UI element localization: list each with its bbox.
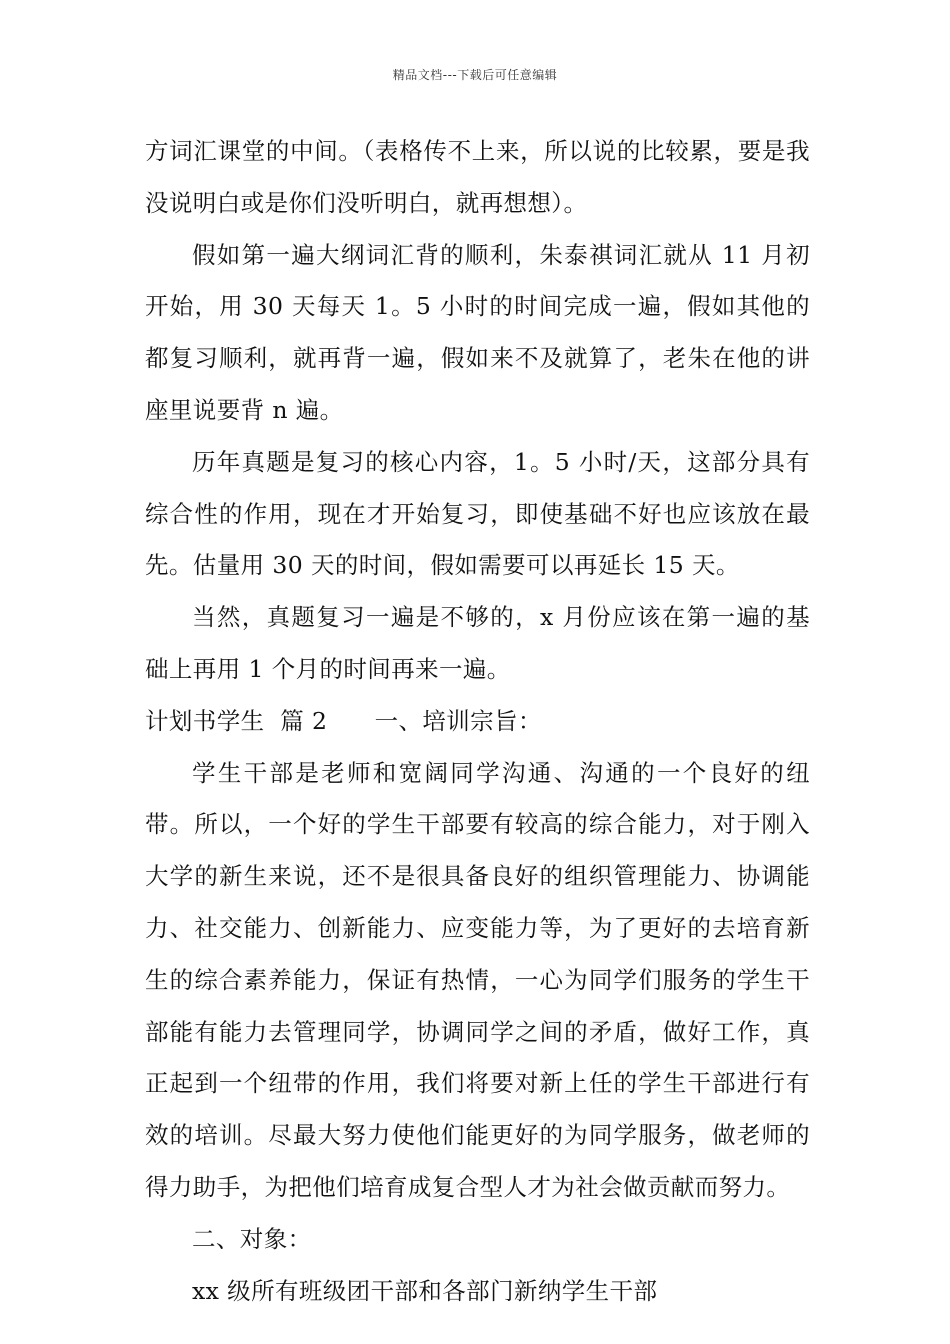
paragraph-6: 二、对象：	[192, 1224, 312, 1253]
section-heading: 计划书学生 篇 2 一、培训宗旨：	[145, 706, 542, 735]
paragraph-4: 当然，真题复习一遍是不够的，x 月份应该在第一遍的基础上再用 1 个月的时间再来一遍。	[145, 603, 810, 683]
page-header: 精品文档---下载后可任意编辑	[392, 68, 558, 82]
paragraph-5: 学生干部是老师和宽阔同学沟通、沟通的一个良好的纽带。所以，一个好的学生干部要有较高的综合能力，对于刚入大学的新生来说，还不是很具备良好的组织管理能力、协调能力、社交能力、创新能力、应变能力等，为了更好的去培育新生的综合素养能力，保证有热情，一心为同学们服务的学生干部能有能力去管理同学，协调同学之间的矛盾，做好工作，真正起到一个纽带的作用，我们将要对新上任的学生干部进行有效的培训。尽最大努力使他们能更好的为同学服务，做老师的得力助手，为把他们培育成复合型人才为社会做贡献而努力。	[145, 758, 810, 1201]
paragraph-1: 方词汇课堂的中间。（表格传不上来，所以说的比较累，要是我没说明白或是你们没听明白，就再想想）。	[145, 137, 810, 217]
paragraph-3: 历年真题是复习的核心内容，1。5 小时/天，这部分具有综合性的作用，现在才开始复习，即使基础不好也应该放在最先。估量用 30 天的时间，假如需要可以再延长 15 天。	[145, 447, 810, 580]
paragraph-7: xx 级所有班级团干部和各部门新纳学生干部	[192, 1276, 658, 1305]
document-body	[145, 126, 810, 1317]
paragraph-2: 假如第一遍大纲词汇背的顺利，朱泰祺词汇就从 11 月初开始，用 30 天每天 1。5 小时的时间完成一遍，假如其他的都复习顺利，就再背一遍，假如来不及就算了，老朱在他的讲座里说要背 n 遍。	[145, 240, 810, 424]
